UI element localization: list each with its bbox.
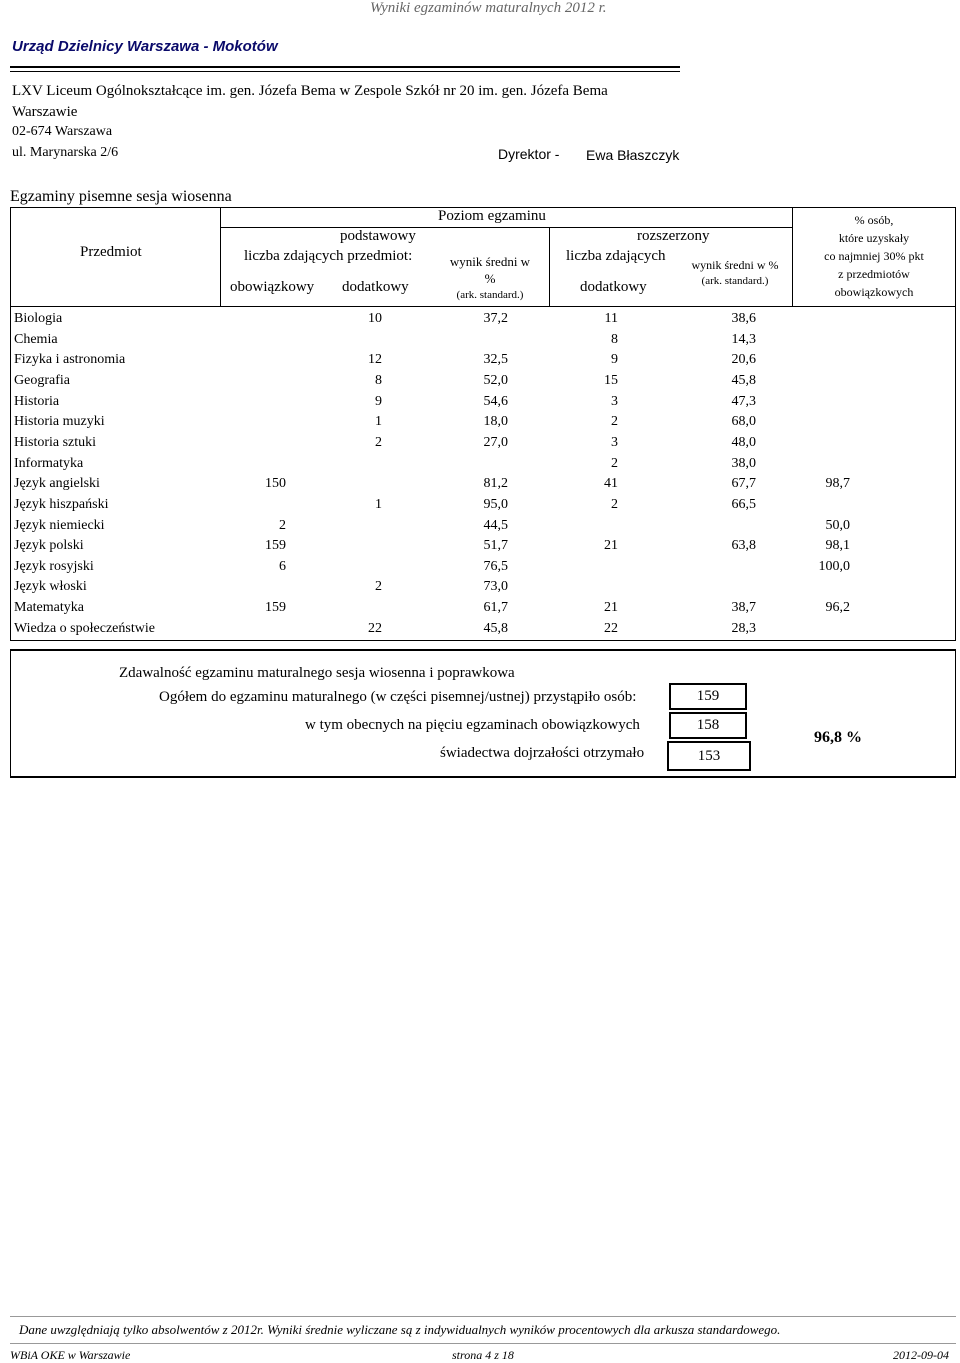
cell-mandatory: 6 <box>279 558 286 574</box>
cell-ext-count: 21 <box>604 538 618 554</box>
cell-subject: Język angielski <box>14 476 100 492</box>
avg-ext-header-2: (ark. standard.) <box>701 275 769 287</box>
school-postal: 02-674 Warszawa <box>12 124 113 139</box>
pct-header-4: z przedmiotów <box>838 267 910 281</box>
cell-subject: Geografia <box>14 372 70 388</box>
col-subject-header: Przedmiot <box>80 244 142 260</box>
extended-level-header: rozszerzony <box>637 228 710 244</box>
cell-subject: Informatyka <box>14 455 84 471</box>
cell-subject: Język włoski <box>14 579 87 595</box>
cell-additional: 2 <box>375 579 382 595</box>
cell-additional: 1 <box>375 414 382 430</box>
cell-additional: 22 <box>368 620 382 636</box>
cell-additional: 2 <box>375 434 382 450</box>
cell-avg-basic: 73,0 <box>483 579 508 595</box>
cell-mandatory: 2 <box>279 517 286 533</box>
cell-subject: Biologia <box>14 311 63 326</box>
footer-rule <box>10 1316 956 1317</box>
cell-ext-count: 11 <box>604 311 618 326</box>
cell-ext-avg: 45,8 <box>731 372 756 388</box>
cell-pct: 96,2 <box>825 600 850 616</box>
cell-ext-avg: 47,3 <box>731 393 756 409</box>
cell-ext-avg: 14,3 <box>731 331 756 347</box>
cell-ext-count: 15 <box>604 372 618 388</box>
summary-total-value: 159 <box>669 683 747 710</box>
cell-ext-count: 3 <box>611 393 618 409</box>
mandatory-header: obowiązkowy <box>230 279 315 295</box>
cell-ext-avg: 68,0 <box>731 414 756 430</box>
cell-avg-basic: 27,0 <box>483 434 508 450</box>
cell-subject: Fizyka i astronomia <box>14 352 126 368</box>
cell-avg-basic: 44,5 <box>483 517 508 533</box>
pct-header-2: które uzyskały <box>838 231 910 245</box>
summary-rule <box>10 649 956 651</box>
cell-avg-basic: 51,7 <box>483 538 508 554</box>
cell-additional: 1 <box>375 496 382 512</box>
cell-ext-count: 2 <box>611 414 618 430</box>
director-label: Dyrektor - <box>498 146 560 162</box>
summary-certificates-value: 153 <box>667 741 751 771</box>
ext-additional-header: dodatkowy <box>580 279 647 295</box>
avg-ext-header: wynik średni w % <box>691 258 779 272</box>
cell-avg-basic: 61,7 <box>483 600 508 616</box>
avg-basic-header: wynik średni w <box>449 254 531 269</box>
cell-ext-avg: 20,6 <box>731 352 756 368</box>
report-title: Wyniki egzaminów maturalnych 2012 r. <box>370 0 607 16</box>
header-rule <box>10 66 680 68</box>
office-name: Urząd Dzielnicy Warszawa - Mokotów <box>12 38 278 55</box>
cell-subject: Historia <box>14 393 60 409</box>
cell-subject: Język polski <box>14 538 84 554</box>
director-name: Ewa Błaszczyk <box>586 147 680 163</box>
cell-ext-count: 8 <box>611 331 618 347</box>
cell-pct: 98,1 <box>825 538 850 554</box>
cell-avg-basic: 81,2 <box>483 476 508 492</box>
cell-subject: Język rosyjski <box>14 558 94 574</box>
summary-total-label: Ogółem do egzaminu maturalnego (w części pisemnej/ustnej) przystąpiło osób: <box>159 689 637 705</box>
section-title: Egzaminy pisemne sesja wiosenna <box>10 188 232 205</box>
cell-ext-count: 3 <box>611 434 618 450</box>
footer-org: WBiA OKE w Warszawie <box>10 1348 131 1362</box>
cell-avg-basic: 32,5 <box>483 352 508 368</box>
cell-ext-avg: 63,8 <box>731 538 756 554</box>
cell-additional: 10 <box>368 311 382 326</box>
cell-ext-avg: 38,7 <box>731 600 756 616</box>
cell-subject: Język niemiecki <box>14 517 105 533</box>
cell-ext-avg: 28,3 <box>731 620 756 636</box>
summary-present-value: 158 <box>669 712 747 739</box>
summary-rule-bottom <box>10 776 956 778</box>
cell-avg-basic: 52,0 <box>483 372 508 388</box>
cell-ext-avg: 38,0 <box>731 455 756 471</box>
cell-additional: 8 <box>375 372 382 388</box>
basic-takers-header: liczba zdających przedmiot: <box>244 248 413 264</box>
cell-ext-count: 41 <box>604 476 618 492</box>
avg-basic-header-2: % <box>484 271 496 286</box>
pct-header-3: co najmniej 30% pkt <box>824 249 924 263</box>
cell-mandatory: 159 <box>265 538 286 554</box>
cell-ext-avg: 67,7 <box>731 476 756 492</box>
cell-pct: 100,0 <box>818 558 850 574</box>
cell-avg-basic: 76,5 <box>483 558 508 574</box>
cell-avg-basic: 18,0 <box>483 414 508 430</box>
cell-subject: Historia sztuki <box>14 434 97 450</box>
cell-ext-count: 9 <box>611 352 618 368</box>
cell-avg-basic: 95,0 <box>483 496 508 512</box>
school-street: ul. Marynarska 2/6 <box>12 145 119 160</box>
cell-mandatory: 159 <box>265 600 286 616</box>
cell-additional: 9 <box>375 393 382 409</box>
cell-mandatory: 150 <box>265 476 286 492</box>
avg-basic-header-3: (ark. standard.) <box>456 289 524 301</box>
footer-note: Dane uwzględniają tylko absolwentów z 2012r. Wyniki średnie wyliczane są z indywidualnych wyników procentowych dla arkusza standardowego. <box>19 1322 781 1337</box>
cell-subject: Język hiszpański <box>14 496 109 512</box>
basic-level-header: podstawowy <box>340 228 416 244</box>
pass-rate: 96,8 % <box>814 729 862 746</box>
page-number: strona 4 z 18 <box>452 1348 514 1362</box>
summary-title: Zdawalność egzaminu maturalnego sesja wiosenna i poprawkowa <box>119 665 515 681</box>
cell-ext-count: 21 <box>604 600 618 616</box>
level-header: Poziom egzaminu <box>438 208 546 224</box>
pct-header-5: obowiązkowych <box>834 285 914 299</box>
summary-certificates-label: świadectwa dojrzałości otrzymało <box>440 745 645 761</box>
header-rule-thin <box>10 71 680 72</box>
cell-ext-count: 2 <box>611 496 618 512</box>
cell-ext-avg: 48,0 <box>731 434 756 450</box>
cell-avg-basic: 54,6 <box>483 393 508 409</box>
footer-date: 2012-09-04 <box>893 1348 949 1362</box>
cell-subject: Historia muzyki <box>14 414 105 430</box>
cell-ext-count: 22 <box>604 620 618 636</box>
cell-ext-avg: 38,6 <box>731 311 756 326</box>
cell-subject: Chemia <box>14 331 58 347</box>
school-name-cont: Warszawie <box>12 104 78 120</box>
additional-header: dodatkowy <box>342 279 409 295</box>
cell-pct: 50,0 <box>825 517 850 533</box>
cell-ext-count: 2 <box>611 455 618 471</box>
cell-ext-avg: 66,5 <box>731 496 756 512</box>
footer-rule-2 <box>10 1343 956 1344</box>
cell-avg-basic: 37,2 <box>483 311 508 326</box>
cell-subject: Matematyka <box>14 600 84 616</box>
cell-pct: 98,7 <box>825 476 850 492</box>
cell-subject: Wiedza o społeczeństwie <box>14 620 155 636</box>
ext-takers-header: liczba zdających <box>566 248 666 264</box>
summary-present-label: w tym obecnych na pięciu egzaminach obowiązkowych <box>305 717 640 733</box>
cell-additional: 12 <box>368 352 382 368</box>
school-name: LXV Liceum Ogólnokształcące im. gen. Józefa Bema w Zespole Szkół nr 20 im. gen. Józefa Bema <box>12 83 608 99</box>
pct-header: % osób, <box>854 213 894 227</box>
cell-avg-basic: 45,8 <box>483 620 508 636</box>
